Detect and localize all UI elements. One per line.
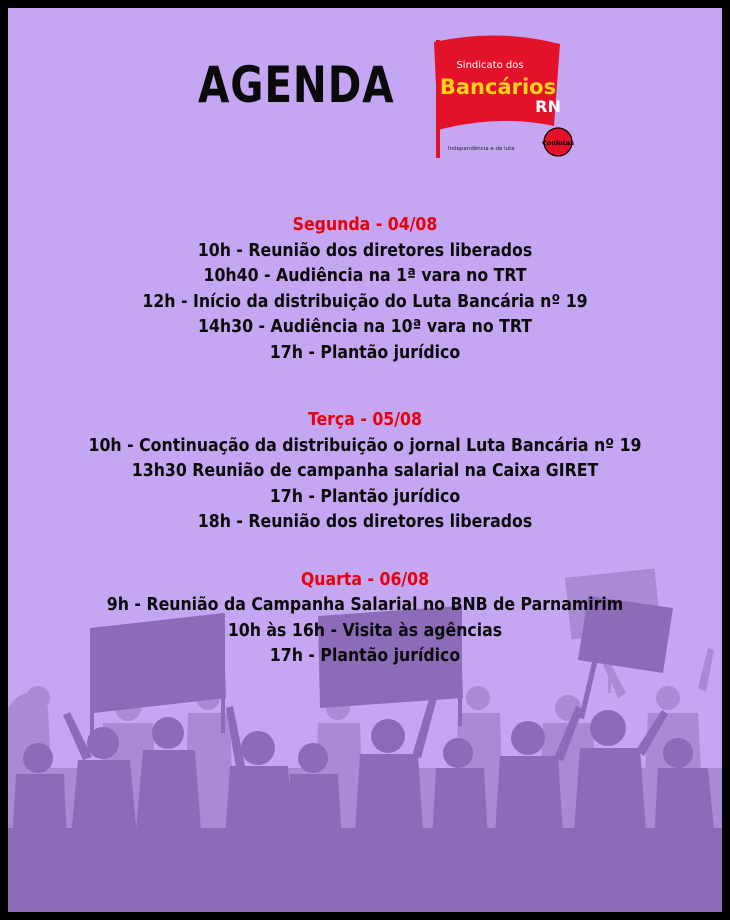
event-item: 17h - Plantão jurídico (269, 646, 461, 666)
schedule (8, 213, 722, 712)
day-title: Terça - 05/08 (308, 410, 422, 430)
event-item: 13h30 Reunião de campanha salarial na Caixa GIRET (131, 461, 599, 481)
logo-badge-text: Conlutas (541, 139, 575, 147)
logo-line1: Sindicato dos (456, 60, 524, 71)
event-item: 10h - Reunião dos diretores liberados (197, 240, 533, 261)
event-item: 18h - Reunião dos diretores liberados (197, 512, 533, 532)
event-item: 17h - Plantão jurídico (269, 342, 461, 363)
day-title: Quarta - 06/08 (300, 569, 430, 590)
event-item: 14h30 - Audiência na 10ª vara no TRT (198, 317, 532, 337)
event-item: 17h - Plantão jurídico (269, 486, 461, 507)
agenda-title: AGENDA (198, 56, 395, 114)
event-item: 12h - Início da distribuição do Luta Bancária nº 19 (142, 291, 588, 312)
event-item: 10h - Continuação da distribuição o jornal Luta Bancária nº 19 (88, 435, 642, 456)
event-item: 10h às 16h - Visita às agências (227, 620, 503, 641)
logo-line2: Bancários (439, 75, 557, 99)
sindicato-bancarios-rn-logo (428, 30, 578, 160)
event-item: 9h - Reunião da Campanha Salarial no BNB de Parnamirim (106, 595, 624, 615)
day-segunda (8, 213, 722, 366)
day-quarta (8, 568, 722, 670)
logo-line3: RN (535, 97, 561, 116)
logo-flag-pole (436, 40, 440, 158)
agenda-poster (8, 8, 722, 912)
day-terca (8, 408, 722, 536)
day-title: Segunda - 04/08 (292, 215, 438, 235)
event-item: 10h40 - Audiência na 1ª vara no TRT (203, 266, 527, 286)
logo-tagline: Independência e de luta (448, 146, 515, 152)
